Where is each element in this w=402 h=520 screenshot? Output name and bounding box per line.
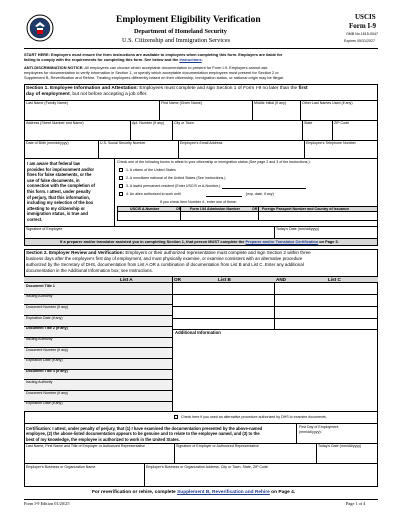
department: Department of Homeland Security <box>134 28 227 35</box>
header-rule <box>24 48 378 49</box>
exp-date-hint: (exp. date, if any) <box>246 191 274 196</box>
form-code: USCIS <box>355 13 376 21</box>
today-date-label: Today's Date (mm/dd/yyyy) <box>276 227 320 231</box>
option-noncitizen-national: 2. A noncitizen national of the United States (See Instructions.) <box>126 175 226 180</box>
list-b-exp-input[interactable] <box>173 319 273 329</box>
section2-line4: documentation in the Additional Information box; see Instructions. <box>26 268 153 273</box>
lpr-checkbox[interactable] <box>119 184 123 188</box>
lpr-number-input[interactable] <box>222 183 306 189</box>
rep-signature-input[interactable] <box>174 443 316 463</box>
list-c-doc-number-input[interactable] <box>275 307 377 318</box>
address-input[interactable] <box>24 120 130 140</box>
omb-number: OMB No.1615-0047 <box>346 32 378 36</box>
preparer-note: If a preparer and/or translator assisted you in completing Section 1, that person MUST complete the Preparer and/or Translator Certification on Page 3. <box>60 239 339 244</box>
first-day-format: (mm/dd/yyyy): <box>299 430 322 434</box>
section1-heading-line1: Section 1. Employee Information and Attestation: Employees must complete and sign Section 1 of Form I-9 no later than the first <box>26 86 308 91</box>
item4-intro: If you check Item Number 4., enter one of these: <box>160 200 237 204</box>
issuing-authority-1-label: Issuing Authority <box>26 294 53 299</box>
middle-initial-input[interactable] <box>252 100 300 120</box>
dob-input[interactable] <box>24 140 98 158</box>
uscis-a-number-col: USCIS A-Number <box>130 206 160 211</box>
and-label: AND <box>276 276 286 282</box>
section2-heading-line1: Section 2. Employer Review and Verification: Employers or their authorized representative must complete and sign Section 2 within three <box>26 250 311 255</box>
dob-label: Date of Birth (mm/dd/yyyy) <box>26 141 69 145</box>
first-name-label: First Name (Given Name) <box>161 101 202 105</box>
city-label: City or Town <box>174 121 194 125</box>
list-a-header: List A <box>120 276 133 282</box>
rep-name-input[interactable] <box>24 443 174 463</box>
section2-line2: business days after the employee's first day of employment, and must physically examine, or examine consistent with an alternative procedure <box>26 256 303 261</box>
list-b-header: List B <box>218 276 231 282</box>
doc-title-3-label: Document Title 3 (if any) <box>26 369 68 374</box>
middle-initial-label: Middle Initial (if any) <box>254 101 286 105</box>
first-name-input[interactable] <box>159 100 252 120</box>
email-input[interactable] <box>178 140 304 158</box>
section2-line3: authorized by the Secretary of DHS, documentation from List A OR a combination of documentation from List B and List C. Enter any additional <box>26 262 304 267</box>
address-label: Address (Street Number and Name) <box>26 121 84 125</box>
citizen-checkbox[interactable] <box>119 168 123 172</box>
phone-input[interactable] <box>304 140 378 158</box>
list-b-doc-number-input[interactable] <box>173 307 273 318</box>
biz-name-input[interactable] <box>24 463 144 487</box>
signature-label: Signature of Employee <box>26 227 63 231</box>
email-label: Employee's Email Address <box>180 141 223 145</box>
attestation-text: I am aware that federal law provides for imprisonment and/or fines for false statements, or the use of false documents, in connection with the completion of this form. I attest, under penalty of perjury, that this information, including my selection of the box attesting to my citizenship or immigration status, is true and correct. <box>27 161 95 222</box>
rep-date-input[interactable] <box>316 443 378 463</box>
or-col-2: OR <box>252 206 258 211</box>
list-header <box>24 276 378 283</box>
start-here-line2: failing to comply with the requirements for completing this form. See below and the Instructions. <box>24 57 203 62</box>
first-day-input[interactable] <box>297 436 377 443</box>
last-name-input[interactable] <box>24 100 159 120</box>
exp-date-2-label: Expiration Date (if any) <box>26 358 63 363</box>
zip-input[interactable] <box>332 120 378 140</box>
alien-authorized-checkbox[interactable] <box>119 192 123 196</box>
rep-name-label: Last Name, First Name and Title of Employer or Authorized Representative <box>26 444 146 448</box>
dhs-seal <box>26 14 54 42</box>
doc-number-2-label: Document Number (if any) <box>26 347 69 352</box>
last-name-label: Last Name (Family Name) <box>26 101 68 105</box>
anti-disc-line1: ANTI-DISCRIMINATION NOTICE: All employees can choose which acceptable documentation to present for Form I-9. Employers cannot ask <box>24 65 268 70</box>
status-intro: Check one of the following boxes to attest to your citizenship or immigration status (See page 2 and 3 of the instructions.): <box>117 160 311 164</box>
footer-rule <box>24 499 378 500</box>
issuing-authority-2-label: Issuing Authority <box>26 337 53 341</box>
option-lpr: 3. A lawful permanent resident (Enter USCIS or A-Number.) <box>126 183 221 188</box>
employee-signature-input[interactable] <box>24 226 274 238</box>
form-title: Employment Eligibility Verification <box>116 15 261 25</box>
list-b-doc-title-input[interactable] <box>173 283 273 294</box>
form-name: Form I-9 <box>349 22 377 30</box>
ssn-label: U.S. Social Security Number <box>100 141 146 145</box>
list-c-doc-title-input[interactable] <box>275 283 377 294</box>
alt-procedure-label: Check here if you used an alternative procedure authorized by DHS to examine documents. <box>181 414 327 419</box>
option-alien-authorized: 4. An alien authorized to work until <box>126 191 181 196</box>
phone-label: Employee's Telephone Number <box>306 141 356 145</box>
or-label: OR <box>174 276 181 282</box>
biz-address-input[interactable] <box>144 463 378 487</box>
item4-input-row[interactable] <box>117 212 378 221</box>
section1-heading-line2: day of employment, but not before accepting a job offer. <box>26 92 148 97</box>
additional-info-label: Additional Information <box>175 330 221 335</box>
rep-date-label: Today's Date (mm/dd/yyyy) <box>318 444 362 448</box>
list-b-issuing-input[interactable] <box>173 295 273 306</box>
zip-label: ZIP Code <box>334 121 350 125</box>
employee-date-input[interactable] <box>274 226 378 238</box>
state-label: State <box>304 121 313 125</box>
work-until-date-input[interactable] <box>206 191 242 197</box>
additional-info-input[interactable] <box>173 337 377 410</box>
doc-title-2-label: Document Title 2 (if any) <box>26 326 68 331</box>
biz-address-label: Employer's Business or Organization Address, City or Town, State, ZIP Code <box>146 465 268 469</box>
instructions-link[interactable]: Instructions <box>179 57 202 62</box>
issuing-authority-3-label: Issuing Authority <box>26 379 53 384</box>
anti-disc-line2: employees for documentation to verify information in Section 1, or specify which acceptable documentation employees must present for Section 2 or <box>24 70 279 75</box>
city-input[interactable] <box>172 120 302 140</box>
page-number: Page 1 of 4 <box>346 501 366 506</box>
start-here-line1: START HERE: Employers must ensure the form instructions are available to employees when completing this form. Employers are liable for <box>24 52 283 57</box>
other-last-label: Other Last Names Used (if any) <box>302 101 353 105</box>
option-citizen: 1. A citizen of the United States <box>126 167 176 172</box>
anti-disc-line3: Supplement B, Reverification and Rehire. Treating employees differently based on their citizenship, immigration status, or national origin may be illegal. <box>24 75 284 80</box>
apt-label: Apt. Number (if any) <box>132 121 165 125</box>
doc-number-1-label: Document Number (if any) <box>26 304 69 309</box>
apt-input[interactable] <box>130 120 172 140</box>
state-select[interactable] <box>302 120 332 140</box>
list-c-header: List C <box>328 276 341 282</box>
edition: Form I-9 Edition 01/20/25 <box>24 501 70 506</box>
supplement-b-link[interactable]: Supplement B, Reverification and Rehire <box>177 490 270 495</box>
other-last-input[interactable] <box>300 100 378 120</box>
expiration: Expires 05/31/2027 <box>344 39 375 43</box>
i94-col: Form I-94 Admission Number <box>190 206 240 211</box>
passport-col: Foreign Passport Number and Country of Issuance <box>262 206 350 211</box>
exp-date-1-label: Expiration Date (if any) <box>26 315 63 320</box>
doc-number-3-label: Document Number (if any) <box>26 390 69 395</box>
certification-text: Certification: I attest, under penalty of perjury, that (1) I have examined the documentation presented by the above-named employee, (2) the above-listed documentation appears to be genuine and to relate to the employee named, and (3) to the best of my knowledge, the employee is authorized to work in the United States. <box>26 426 263 442</box>
alt-procedure-checkbox[interactable] <box>174 415 178 419</box>
noncitizen-national-checkbox[interactable] <box>119 176 123 180</box>
biz-name-label: Employer's Business or Organization Name <box>26 465 96 469</box>
rehire-note: For reverification or rehire, complete Supplement B, Reverification and Rehire on Page 4. <box>92 490 296 495</box>
or-col-1: OR <box>176 206 182 211</box>
doc-title-1-label: Document Title 1 <box>26 283 55 288</box>
ssn-input[interactable] <box>98 140 178 158</box>
exp-date-3-label: Expiration Date (if any) <box>26 401 63 406</box>
preparer-link[interactable]: Preparer and/or Translator Certification <box>245 239 319 244</box>
first-day-label: First Day of Employment <box>299 425 339 429</box>
list-c-issuing-input[interactable] <box>275 295 377 306</box>
rep-signature-label: Signature of Employer or Authorized Representative <box>176 444 259 448</box>
list-c-exp-input[interactable] <box>275 319 377 329</box>
agency: U.S. Citizenship and Immigration Services <box>122 37 231 44</box>
